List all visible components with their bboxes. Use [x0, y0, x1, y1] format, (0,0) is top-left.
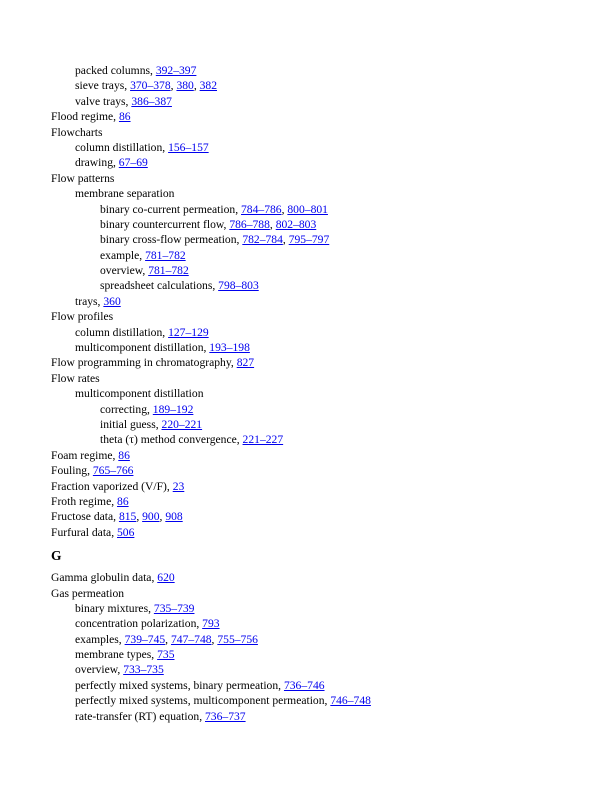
index-entry [51, 632, 594, 647]
index-entry [51, 570, 594, 585]
page-ref-link[interactable]: 735 [157, 648, 175, 662]
index-term: theta (τ) method convergence, [100, 433, 243, 447]
index-entry [51, 678, 594, 693]
index-entry [51, 78, 594, 93]
index-term: example, [100, 248, 146, 262]
index-entry [51, 63, 594, 78]
index-term: multicomponent distillation [75, 387, 204, 401]
page-ref-link[interactable]: 908 [165, 510, 183, 524]
index-term: sieve trays, [75, 79, 131, 93]
index-entry [51, 294, 594, 309]
index-entry [51, 386, 594, 401]
page-ref-link[interactable]: 380 [176, 79, 194, 93]
index-term: Flow programming in chromatography, [51, 356, 237, 370]
index-entry [51, 309, 594, 324]
page-ref-link[interactable]: 795–797 [288, 233, 330, 247]
index-entry [51, 340, 594, 355]
index-term: drawing, [75, 156, 119, 170]
index-term: binary countercurrent flow, [100, 217, 230, 231]
index-entry [51, 525, 594, 540]
page-ref-link[interactable]: 736–737 [205, 709, 246, 723]
page-ref-link[interactable]: 802–803 [275, 217, 317, 231]
index-entry [51, 417, 594, 432]
page-ref-link[interactable]: 827 [236, 356, 255, 370]
index-term: trays, [75, 294, 104, 308]
page-ref-link[interactable]: 386–387 [131, 94, 172, 108]
page-ref-link[interactable]: 193–198 [209, 341, 250, 355]
index-entry [51, 494, 594, 509]
index-term: Fraction vaporized (V/F), [51, 479, 173, 493]
index-term: membrane separation [75, 187, 175, 201]
page-ref-link[interactable]: 800–801 [287, 202, 328, 216]
index-entry [51, 432, 594, 447]
ref-separator: , [165, 632, 171, 646]
index-entry [51, 171, 594, 186]
page-ref-link[interactable]: 360 [103, 294, 121, 308]
index-term: correcting, [100, 402, 153, 416]
index-entry [51, 202, 594, 217]
index-entry [51, 647, 594, 662]
index-term: concentration polarization, [75, 617, 203, 631]
page-ref-link[interactable]: 127–129 [168, 325, 209, 339]
index-term: Flow rates [51, 371, 100, 385]
ref-separator: , [211, 632, 218, 646]
ref-separator: , [193, 79, 200, 93]
index-entry [51, 263, 594, 278]
index-entry [51, 217, 594, 232]
page-ref-link[interactable]: 786–788 [229, 217, 270, 231]
index-section-g [51, 570, 594, 724]
page-ref-link[interactable]: 781–782 [148, 264, 189, 278]
page-ref-link[interactable]: 735–739 [153, 601, 195, 615]
index-entry [51, 601, 594, 616]
index-entry [51, 232, 594, 247]
index-term: spreadsheet calculations, [100, 279, 219, 293]
ref-separator: , [170, 79, 177, 93]
index-term: Flow profiles [51, 310, 114, 324]
page-ref-link[interactable]: 86 [118, 448, 130, 462]
page-ref-link[interactable]: 86 [118, 110, 131, 124]
index-term: Foam regime, [51, 448, 119, 462]
index-term: binary mixtures, [75, 601, 154, 615]
ref-separator: , [159, 510, 166, 524]
index-entry [51, 662, 594, 677]
page-ref-link[interactable]: 781–782 [145, 248, 186, 262]
index-entry [51, 186, 594, 201]
index-term: Flood regime, [51, 110, 119, 124]
page-ref-link[interactable]: 900 [142, 510, 160, 524]
page-ref-link[interactable]: 189–192 [152, 402, 194, 416]
ref-separator: , [282, 233, 289, 247]
page-ref-link[interactable]: 747–748 [170, 632, 212, 646]
index-term: perfectly mixed systems, multicomponent permeation, [75, 694, 331, 708]
page-ref-link[interactable]: 220–221 [161, 417, 203, 431]
index-entry [51, 402, 594, 417]
page-ref-link[interactable]: 620 [157, 571, 175, 585]
index-term: column distillation, [75, 140, 169, 154]
page-ref-link[interactable]: 746–748 [330, 694, 371, 708]
index-entry [51, 248, 594, 263]
page-ref-link[interactable]: 733–735 [123, 663, 164, 677]
index-entry [51, 463, 594, 478]
index-entry [51, 479, 594, 494]
index-entry [51, 278, 594, 293]
index-entry [51, 109, 594, 124]
index-term: column distillation, [75, 325, 169, 339]
index-entry [51, 709, 594, 724]
index-entry [51, 94, 594, 109]
index-term: overview, [100, 264, 149, 278]
index-entry [51, 355, 594, 370]
page-ref-link[interactable]: 370–378 [130, 79, 171, 93]
index-term: packed columns, [75, 64, 156, 77]
page-ref-link[interactable]: 506 [117, 525, 135, 539]
page-ref-link[interactable]: 67–69 [118, 156, 148, 170]
ref-separator: , [136, 510, 143, 524]
page-ref-link[interactable]: 23 [172, 479, 185, 493]
index-entry [51, 616, 594, 631]
page-ref-link[interactable]: 221–227 [242, 433, 284, 447]
index-term: valve trays, [75, 94, 132, 108]
index-term: Gamma globulin data, [51, 571, 158, 585]
index-term: overview, [75, 663, 124, 677]
page-ref-link[interactable]: 736–746 [283, 678, 325, 692]
index-term: Flow patterns [51, 171, 115, 185]
index-term: Fructose data, [51, 510, 119, 524]
index-entry [51, 693, 594, 708]
index-entry [51, 125, 594, 140]
index-term: rate-transfer (RT) equation, [75, 709, 205, 723]
index-term: binary co-current permeation, [100, 202, 241, 216]
ref-separator: , [269, 217, 276, 231]
page-ref-link[interactable]: 765–766 [92, 464, 134, 478]
page-ref-link[interactable]: 784–786 [241, 202, 282, 216]
index-section-f [51, 63, 594, 540]
index-entry [51, 140, 594, 155]
page-ref-link[interactable]: 392–397 [155, 64, 197, 77]
index-entry [51, 325, 594, 340]
index-entry [51, 155, 594, 170]
index-term: Furfural data, [51, 525, 117, 539]
index-term: initial guess, [100, 417, 162, 431]
index-entry [51, 448, 594, 463]
index-term: membrane types, [75, 648, 158, 662]
ref-separator: , [281, 202, 288, 216]
index-entry [51, 371, 594, 386]
page-ref-link[interactable]: 815 [118, 510, 137, 524]
page-ref-link[interactable]: 755–756 [217, 632, 258, 646]
index-term: Flowcharts [51, 125, 103, 139]
index-term: binary cross-flow permeation, [100, 233, 243, 247]
index-term: multicomponent distillation, [75, 341, 210, 355]
index-entry [51, 586, 594, 601]
page-ref-link[interactable]: 739–745 [124, 632, 166, 646]
index-term: Froth regime, [51, 494, 118, 508]
index-content [51, 63, 594, 724]
index-term: Gas permeation [51, 586, 125, 600]
index-term: perfectly mixed systems, binary permeation, [75, 678, 284, 692]
index-term: examples, [75, 632, 125, 646]
page-ref-link[interactable]: 782–784 [242, 233, 283, 247]
index-entry [51, 509, 594, 524]
index-term: Fouling, [51, 464, 93, 478]
page-ref-link[interactable]: 156–157 [168, 140, 209, 154]
page-ref-link[interactable]: 793 [202, 617, 220, 631]
page-ref-link[interactable]: 798–803 [218, 279, 259, 293]
page-ref-link[interactable]: 382 [199, 79, 218, 93]
page-ref-link[interactable]: 86 [117, 494, 129, 508]
section-letter-heading: G [51, 548, 62, 564]
